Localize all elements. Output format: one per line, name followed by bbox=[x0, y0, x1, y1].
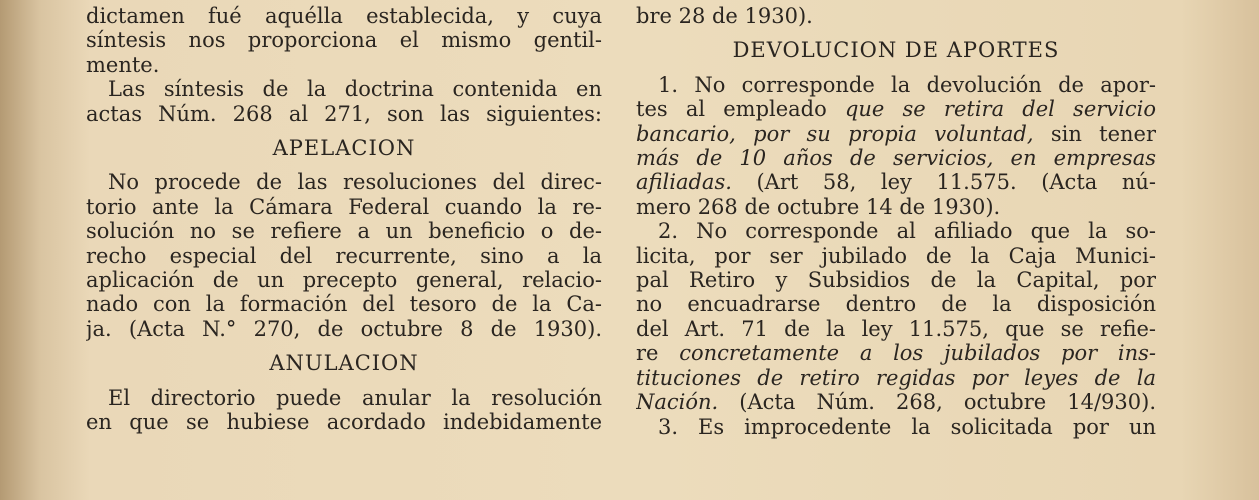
text-line: solución no se refiere a un beneficio o de- bbox=[86, 219, 602, 244]
text-line: pal Retiro y Subsidios de la Capital, por bbox=[636, 268, 1156, 293]
text-line: mente. bbox=[86, 52, 160, 77]
text-line: del Art. 71 de la ley 11.575, que se refie- bbox=[636, 316, 1156, 341]
text-line: síntesis nos proporciona el mismo gentil- bbox=[86, 28, 602, 53]
text-line: afiliadas. (Art 58, ley 11.575. (Acta nú- bbox=[636, 170, 1156, 195]
text-line: aplicación de un precepto general, relacio- bbox=[86, 268, 602, 293]
text-line: Nación. (Acta Núm. 268, octubre 14/930). bbox=[636, 390, 1156, 415]
text-line: 2. No corresponde al afiliado que la so- bbox=[658, 219, 1156, 244]
text-line: No procede de las resoluciones del direc- bbox=[108, 170, 602, 195]
text-line: en que se hubiese acordado indebidamente bbox=[86, 410, 602, 435]
text-line: más de 10 años de servicios, en empresas bbox=[636, 146, 1156, 171]
text-line: tes al empleado que se retira del servicio bbox=[636, 97, 1156, 122]
text-line: torio ante la Cámara Federal cuando la re- bbox=[86, 194, 602, 219]
left-column bbox=[86, 4, 602, 435]
text-line: ja. (Acta N.° 270, de octubre 8 de 1930). bbox=[86, 316, 602, 341]
text-line: re concretamente a los jubilados por ins- bbox=[636, 341, 1156, 366]
text-line: licita, por ser jubilado de la Caja Munici- bbox=[636, 243, 1156, 268]
text-line: tituciones de retiro regidas por leyes de la bbox=[636, 365, 1156, 390]
text-line: mero 268 de octubre 14 de 1930). bbox=[636, 194, 1001, 219]
right-column bbox=[636, 4, 1156, 439]
section-heading-devolucion: DEVOLUCION DE APORTES bbox=[732, 38, 1060, 63]
text-line: nado con la formación del tesoro de la Ca- bbox=[86, 292, 602, 317]
text-line: 1. No corresponde la devolución de apor- bbox=[658, 72, 1156, 97]
text-line: bre 28 de 1930). bbox=[636, 4, 813, 28]
text-line: Las síntesis de la doctrina contenida en bbox=[108, 77, 602, 102]
text-line: actas Núm. 268 al 271, son las siguientes: bbox=[86, 101, 602, 126]
text-line: El directorio puede anular la resolución bbox=[108, 385, 602, 410]
section-heading-apelacion: APELACION bbox=[272, 136, 416, 161]
text-line: recho especial del recurrente, sino a la bbox=[86, 243, 602, 268]
text-line: dictamen fué aquélla establecida, y cuya bbox=[86, 4, 602, 28]
text-line: bancario, por su propia voluntad, sin tener bbox=[636, 121, 1156, 146]
section-heading-anulacion: ANULACION bbox=[269, 351, 419, 376]
text-line: 3. Es improcedente la solicitada por un bbox=[658, 414, 1156, 439]
text-line: no encuadrarse dentro de la disposición bbox=[636, 292, 1156, 317]
